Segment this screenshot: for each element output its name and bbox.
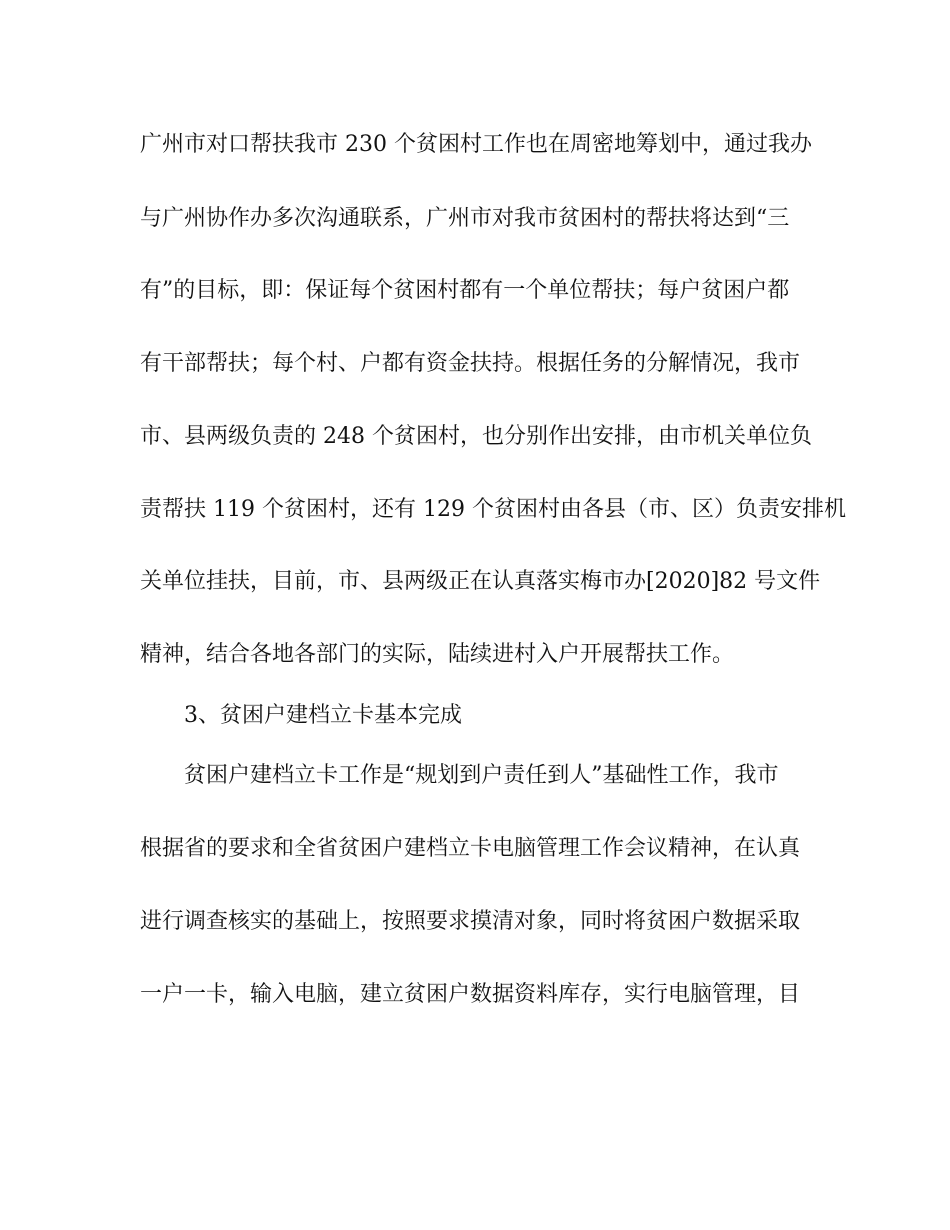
- paragraph-2-line-3: 进行调查核实的基础上，按照要求摸清对象，同时将贫困户数据采取: [140, 909, 801, 934]
- paragraph-1-line-8: 精神，结合各地各部门的实际，陆续进村入户开展帮扶工作。: [140, 642, 735, 667]
- paragraph-1-line-5: 市、县两级负责的 248 个贫困村，也分别作出安排，由市机关单位负: [140, 424, 812, 449]
- paragraph-2-line-4: 一户一卡，输入电脑，建立贫困户数据资料库存，实行电脑管理，目: [140, 982, 801, 1007]
- paragraph-1-line-1: 广州市对口帮扶我市 230 个贫困村工作也在周密地筹划中，通过我办: [140, 132, 812, 157]
- section-heading: 3、贫困户建档立卡基本完成: [184, 703, 462, 728]
- paragraph-1-line-6: 责帮扶 119 个贫困村，还有 129 个贫困村由各县（市、区）负责安排机: [140, 497, 846, 522]
- paragraph-1-line-2: 与广州协作办多次沟通联系，广州市对我市贫困村的帮扶将达到“三: [140, 206, 790, 231]
- paragraph-1-line-3: 有”的目标，即：保证每个贫困村都有一个单位帮扶；每户贫困户都: [140, 278, 790, 303]
- paragraph-2-line-2: 根据省的要求和全省贫困户建档立卡电脑管理工作会议精神，在认真: [140, 836, 801, 861]
- paragraph-1-line-7: 关单位挂扶，目前，市、县两级正在认真落实梅市办[2020]82 号文件: [140, 569, 821, 594]
- paragraph-2-line-1: 贫困户建档立卡工作是“规划到户责任到人”基础性工作，我市: [184, 763, 779, 788]
- paragraph-1-line-4: 有干部帮扶；每个村、户都有资金扶持。根据任务的分解情况，我市: [140, 351, 801, 376]
